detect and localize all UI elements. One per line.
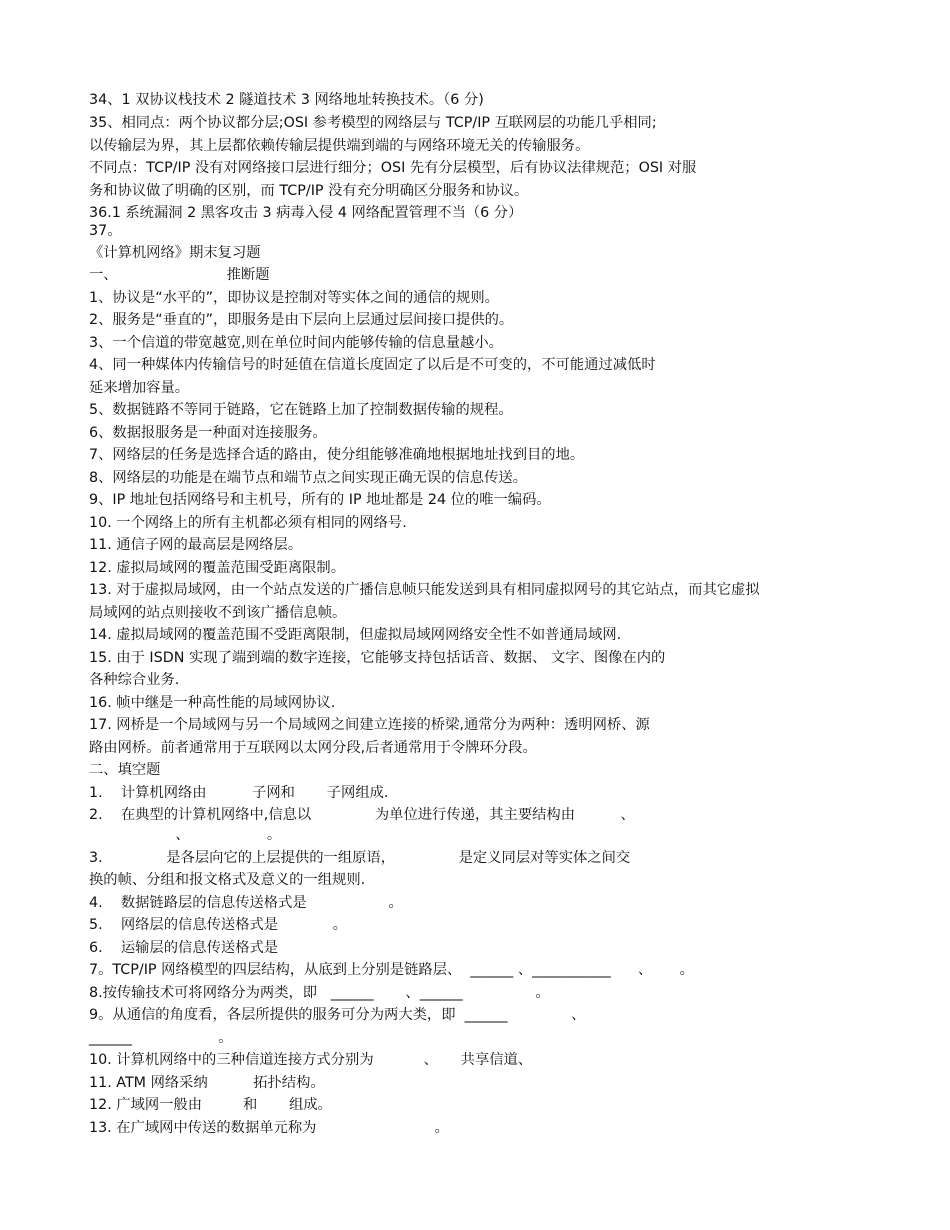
question-6: 6、数据报服务是一种面对连接服务。 — [89, 425, 327, 441]
fill-question-10: 10. 计算机网络中的三种信道连接方式分别为 、 共享信道、 — [89, 1052, 533, 1068]
answer-35-line-3: 不同点：TCP/IP 没有对网络接口层进行细分；OSI 先有分层模型，后有协议法律规范；OSI 对服 — [89, 160, 697, 176]
fill-question-1: 1. 计算机网络由 子网和 子网组成. — [89, 785, 389, 801]
fill-question-8: 8.按传输技术可将网络分为两类，即 ______ 、______ 。 — [89, 985, 550, 1001]
fill-question-2-line-1: 2. 在典型的计算机网络中,信息以 为单位进行传递，其主要结构由 、 — [89, 807, 635, 823]
answer-34: 34、1 双协议栈技术 2 隧道技术 3 网络地址转换技术。（6 分) — [89, 92, 484, 108]
question-11: 11. 通信子网的最高层是网络层。 — [89, 537, 303, 553]
document-title: 《计算机网络》期末复习题 — [89, 245, 261, 261]
answer-36: 36.1 系统漏洞 2 黑客攻击 3 病毒入侵 4 网络配置管理不当（6 分） — [89, 205, 523, 221]
question-9: 9、IP 地址包括网络号和主机号，所有的 IP 地址都是 24 位的唯一编码。 — [89, 492, 551, 508]
question-14: 14. 虚拟局域网的覆盖范围不受距离限制，但虚拟局域网网络安全性不如普通局域网. — [89, 627, 622, 643]
fill-question-3-line-2: 换的帧、分组和报文格式及意义的一组规则. — [89, 872, 366, 888]
fill-question-13: 13. 在广域网中传送的数据单元称为 。 — [89, 1120, 449, 1136]
fill-question-9-line-2: ______ 。 — [89, 1030, 233, 1046]
fill-question-7: 7。TCP/IP 网络模型的四层结构，从底到上分别是链路层、 ______ 、___________ 、 。 — [89, 962, 694, 978]
answer-35-line-2: 以传输层为界，其上层都依赖传输层提供端到端的与网络环境无关的传输服务。 — [89, 138, 590, 154]
section-heading-fill-blank: 二、填空题 — [89, 762, 161, 778]
question-8: 8、网络层的功能是在端节点和端节点之间实现正确无误的信息传送。 — [89, 470, 527, 486]
question-5: 5、数据链路不等同于链路，它在链路上加了控制数据传输的规程。 — [89, 402, 513, 418]
question-3: 3、一个信道的带宽越宽,则在单位时间内能够传输的信息量越小。 — [89, 335, 503, 351]
fill-question-9-line-1: 9。从通信的角度看，各层所提供的服务可分为两大类，即 ______ 、 — [89, 1007, 586, 1023]
answer-37: 37。 — [89, 223, 122, 239]
fill-question-12: 12. 广域网一般由 和 组成。 — [89, 1097, 332, 1113]
question-4-line-1: 4、同一种媒体内传输信号的时延值在信道长度固定了以后是不可变的，不可能通过减低时 — [89, 357, 656, 373]
fill-question-11: 11. ATM 网络采纳 拓扑结构。 — [89, 1075, 325, 1091]
question-13-line-1: 13. 对于虚拟局域网，由一个站点发送的广播信息帧只能发送到具有相同虚拟网号的其它站点，而其它虚拟 — [89, 582, 760, 598]
fill-question-2-line-2: 、 。 — [89, 827, 282, 843]
question-15-line-2: 各种综合业务. — [89, 672, 180, 688]
question-4-line-2: 延来增加容量。 — [89, 380, 190, 396]
answer-35-line-1: 35、相同点：两个协议都分层;OSI 参考模型的网络层与 TCP/IP 互联网层的功能几乎相同; — [89, 115, 657, 131]
answer-35-line-4: 务和协议做了明确的区别，而 TCP/IP 没有充分明确区分服务和协议。 — [89, 183, 529, 199]
fill-question-3-line-1: 3. 是各层向它的上层提供的一组原语， 是定义同层对等实体之间交 — [89, 850, 631, 866]
question-7: 7、网络层的任务是选择合适的路由，使分组能够准确地根据地址找到目的地。 — [89, 447, 585, 463]
question-17-line-2: 路由网桥。前者通常用于互联网以太网分段,后者通常用于令牌环分段。 — [89, 740, 537, 756]
question-16: 16. 帧中继是一种高性能的局域网协议. — [89, 695, 336, 711]
question-15-line-1: 15. 由于 ISDN 实现了端到端的数字连接，它能够支持包括话音、数据、 文字、图像在内的 — [89, 650, 666, 666]
fill-question-5: 5. 网络层的信息传送格式是 。 — [89, 917, 347, 933]
fill-question-6: 6. 运输层的信息传送格式是 — [89, 940, 279, 956]
question-10: 10. 一个网络上的所有主机都必须有相同的网络号. — [89, 515, 407, 531]
question-1: 1、协议是“水平的”，即协议是控制对等实体之间的通信的规则。 — [89, 290, 499, 306]
question-13-line-2: 局域网的站点则接收不到该广播信息帧。 — [89, 605, 347, 621]
question-17-line-1: 17. 网桥是一个局域网与另一个局域网之间建立连接的桥梁,通常分为两种：透明网桥、源 — [89, 717, 650, 733]
fill-question-4: 4. 数据链路层的信息传送格式是 。 — [89, 895, 403, 911]
question-2: 2、服务是“垂直的”，即服务是由下层向上层通过层间接口提供的。 — [89, 312, 514, 328]
section-heading-judgement: 一、 推断题 — [89, 267, 270, 283]
question-12: 12. 虚拟局域网的覆盖范围受距离限制。 — [89, 560, 346, 576]
